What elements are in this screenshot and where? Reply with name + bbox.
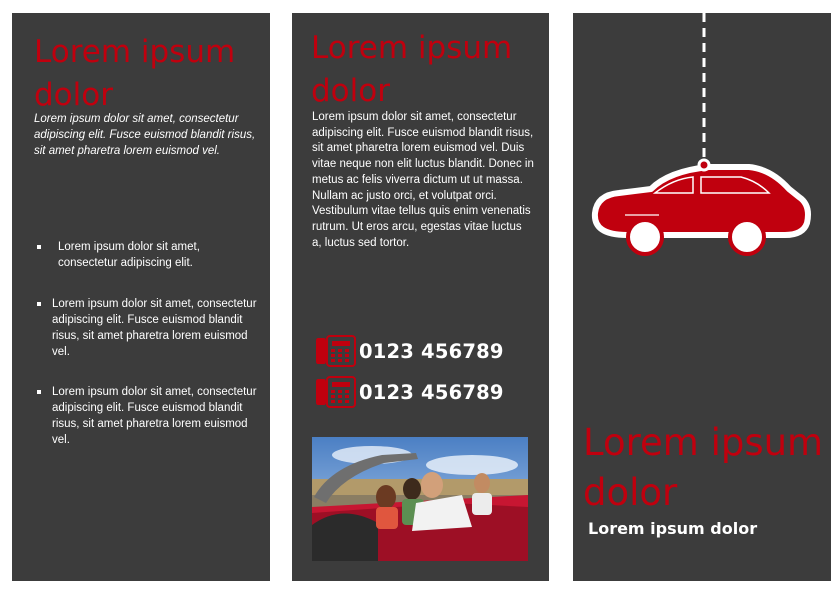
right-panel-subheading: Lorem ipsum dolor [588,519,758,538]
bullet-item [34,239,262,271]
phone-number[interactable]: 0123 456789 [359,339,504,363]
left-panel [12,13,270,581]
phone-number[interactable]: 0123 456789 [359,380,504,404]
middle-panel-body: Lorem ipsum dolor sit amet, consectetur adipiscing elit. Fusce euismod blandit risus, sit amet pharetra lorem euismod vel. Duis vitae neque non elit luctus blandit. Donec in metus ac felis viverra dictum ut ut massa. Nullam ac justo orci, et volutpat orci. Vestibulum vitae tellus quis enim venenatis rutrum. Ut eros arcu, egestas vitae luctus a, luctus sed tortor. [312,111,534,249]
bullet-text: Lorem ipsum dolor sit amet, consectetur adipiscing elit. [58,241,200,269]
bullet-marker [37,302,41,306]
left-panel-intro: Lorem ipsum dolor sit amet, consectetur adipiscing elit. Fusce euismod blandit risus, sit amet pharetra lorem euismod vel. [34,113,256,157]
convertible-car-photo [312,437,528,561]
middle-panel [292,13,549,581]
bullet-text: Lorem ipsum dolor sit amet, consectetur adipiscing elit. Fusce euismod blandit risus, sit amet pharetra lorem euismod vel. [52,386,257,446]
phone-icon [315,335,357,367]
bullet-text: Lorem ipsum dolor sit amet, consectetur adipiscing elit. Fusce euismod blandit risus, sit amet pharetra lorem euismod vel. [52,298,257,358]
bullet-list [34,239,262,448]
bullet-item [34,296,262,360]
bullet-marker [37,245,41,249]
bullet-item [34,384,262,448]
right-panel-heading: Lorem ipsum dolor [583,421,824,514]
middle-panel-heading: Lorem ipsum dolor [311,30,513,109]
phone-icon [315,376,357,408]
car-tag-icon [589,13,821,273]
right-panel [573,13,831,581]
bullet-marker [37,390,41,394]
left-panel-heading: Lorem ipsum dolor [34,34,236,113]
phone-row [315,335,504,367]
phone-row [315,376,504,408]
